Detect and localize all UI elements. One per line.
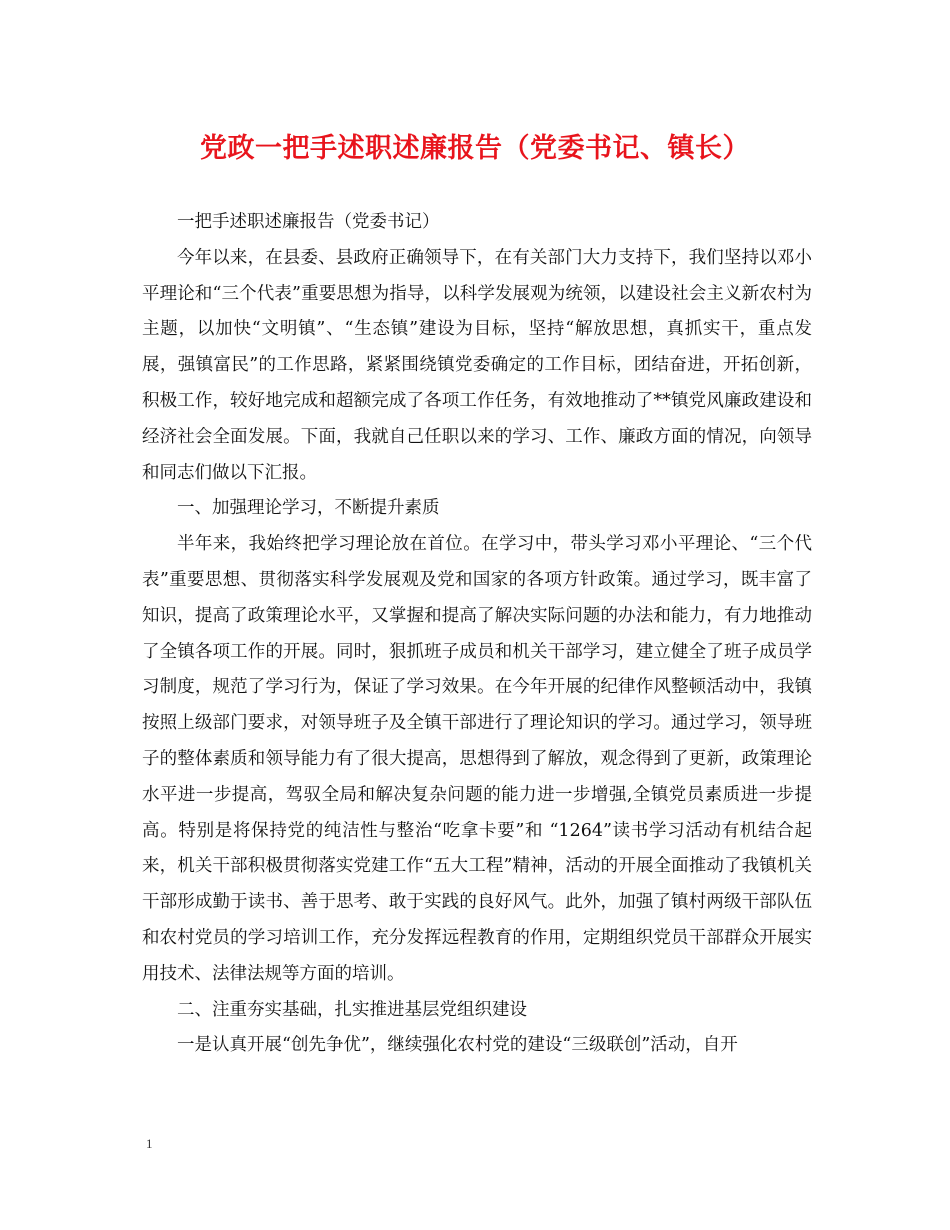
- page-number: 1: [146, 1136, 153, 1151]
- section-1-paragraph: 半年来，我始终把学习理论放在首位。在学习中，带头学习邓小平理论、“三个代表”重要思想、贯彻落实科学发展观及党和国家的各项方针政策。通过学习，既丰富了知识，提高了政策理论水平，又掌握和提高了解决实际问题的办法和能力，有力地推动了全镇各项工作的开展。同时，狠抓班子成员和机关干部学习，建立健全了班子成员学习制度，规范了学习行为，保证了学习效果。在今年开展的纪律作风整顿活动中，我镇按照上级部门要求，对领导班子及全镇干部进行了理论知识的学习。通过学习，领导班子的整体素质和领导能力有了很大提高，思想得到了解放，观念得到了更新，政策理论水平进一步提高，驾驭全局和解决复杂问题的能力进一步增强,全镇党员素质进一步提高。特别是将保持党的纯洁性与整治“吃拿卡要”和 “1264”读书学习活动有机结合起来，机关干部积极贯彻落实党建工作“五大工程”精神，活动的开展全面推动了我镇机关干部形成勤于读书、善于思考、敢于实践的良好风气。此外，加强了镇村两级干部队伍和农村党员的学习培训工作，充分发挥远程教育的作用，定期组织党员干部群众开展实用技术、法律法规等方面的培训。: [142, 534, 812, 984]
- section-heading-1: 一、加强理论学习，不断提升素质: [177, 498, 440, 519]
- section-2-paragraph: 一是认真开展“创先争优”，继续强化农村党的建设“三级联创”活动，自开: [177, 1035, 738, 1056]
- document-body: [142, 205, 812, 1064]
- intro-paragraph: 今年以来，在县委、县政府正确领导下，在有关部门大力支持下，我们坚持以邓小平理论和“三个代表”重要思想为指导，以科学发展观为统领，以建设社会主义新农村为主题，以加快“文明镇”、“生态镇”建设为目标，坚持“解放思想，真抓实干，重点发展，强镇富民”的工作思路，紧紧围绕镇党委确定的工作目标，团结奋进，开拓创新，积极工作，较好地完成和超额完成了各项工作任务，有效地推动了**镇党风廉政建设和经济社会全面发展。下面，我就自己任职以来的学习、工作、廉政方面的情况，向领导和同志们做以下汇报。: [142, 247, 812, 483]
- section-heading-2: 二、注重夯实基础，扎实推进基层党组织建设: [177, 999, 527, 1020]
- subtitle-paragraph: 一把手述职述廉报告（党委书记）: [177, 212, 440, 232]
- document-title: 党政一把手述职述廉报告（党委书记、镇长）: [200, 133, 750, 164]
